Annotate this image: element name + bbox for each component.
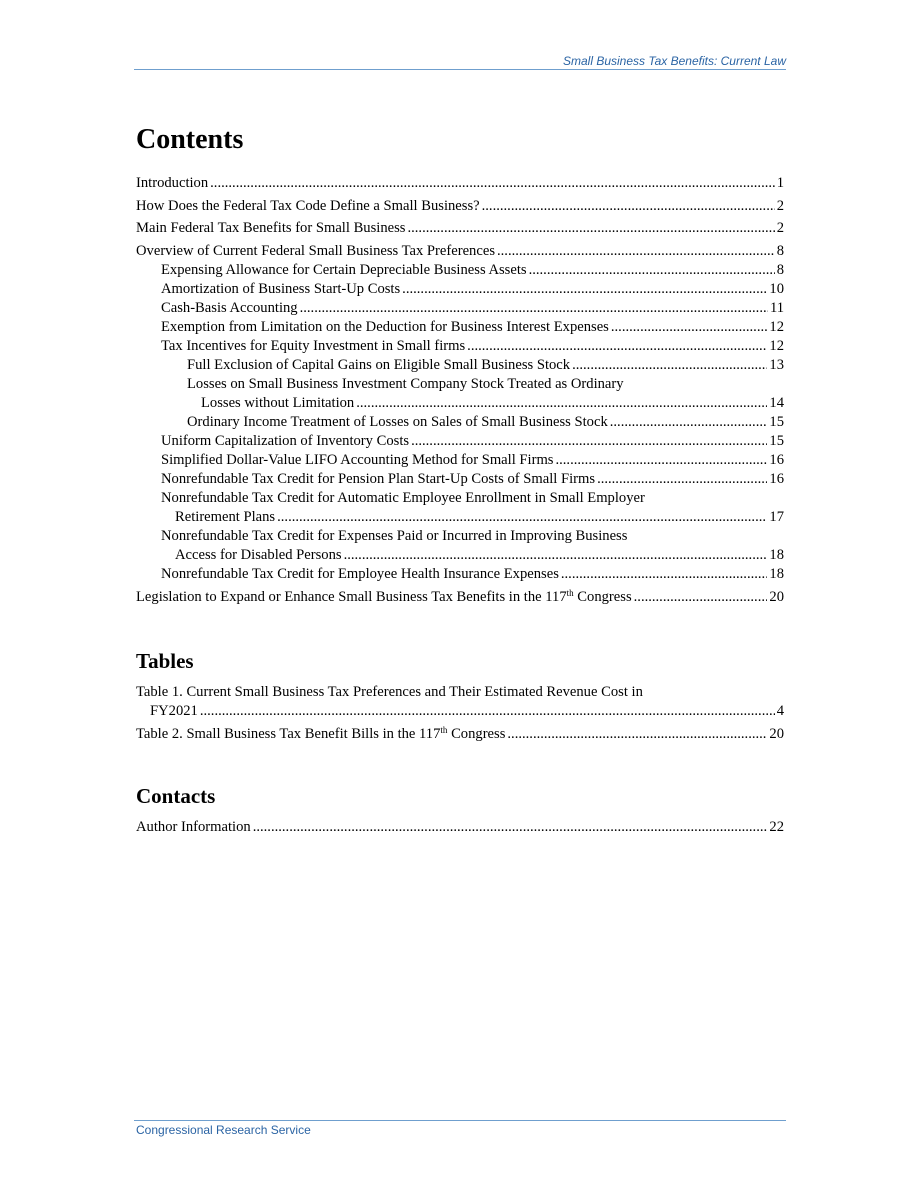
toc-entry[interactable]: How Does the Federal Tax Code Define a Small Business? ..... 2 xyxy=(136,197,784,216)
toc-entry[interactable]: Tax Incentives for Equity Investment in Small firms ..... 12 xyxy=(136,337,784,356)
toc-entry[interactable]: Expensing Allowance for Certain Depreciable Business Assets ..... 8 xyxy=(136,261,784,280)
contents-heading: Contents xyxy=(136,124,244,155)
page-number: 11 xyxy=(769,300,784,317)
page-number: 16 xyxy=(769,471,784,488)
page-number: 8 xyxy=(776,243,784,260)
toc-entry[interactable]: Author Information ..... 22 xyxy=(136,818,784,837)
page-number: 14 xyxy=(769,395,784,412)
tables-heading: Tables xyxy=(136,649,194,673)
page-number: 18 xyxy=(769,566,784,583)
toc-entry[interactable]: Amortization of Business Start-Up Costs ..... 10 xyxy=(136,280,784,299)
page-number: 13 xyxy=(769,357,784,374)
page-number: 20 xyxy=(769,725,784,742)
toc-entry[interactable]: Exemption from Limitation on the Deduction for Business Interest Expenses ..... 12 xyxy=(136,318,784,337)
contents-list xyxy=(136,174,784,607)
page-number: 12 xyxy=(769,319,784,336)
header-rule xyxy=(134,69,786,70)
page-number: 12 xyxy=(769,338,784,355)
page-number: 18 xyxy=(769,547,784,564)
page-number: 22 xyxy=(769,819,784,835)
page-number: 2 xyxy=(776,197,784,214)
page-number: 15 xyxy=(769,414,784,431)
page-number: 15 xyxy=(769,433,784,450)
toc-entry[interactable]: Cash-Basis Accounting ..... 11 xyxy=(136,299,784,318)
toc-entry[interactable]: Table 1. Current Small Business Tax Preferences and Their Estimated Revenue Cost in FY2021 ..... 4 xyxy=(136,683,784,721)
footer-rule xyxy=(134,1120,786,1121)
toc-entry[interactable]: Main Federal Tax Benefits for Small Business ..... 2 xyxy=(136,219,784,238)
page-number: 4 xyxy=(776,703,784,719)
toc-entry[interactable]: Nonrefundable Tax Credit for Pension Plan Start-Up Costs of Small Firms ..... 16 xyxy=(136,470,784,489)
page-number: 10 xyxy=(769,281,784,298)
page-number: 20 xyxy=(769,588,784,605)
running-title: Small Business Tax Benefits: Current Law xyxy=(563,54,786,68)
toc-entry[interactable]: Full Exclusion of Capital Gains on Eligible Small Business Stock ..... 13 xyxy=(136,356,784,375)
page-number: 2 xyxy=(776,220,784,237)
toc-entry[interactable]: Introduction ..... 1 xyxy=(136,174,784,193)
toc-entry[interactable]: Legislation to Expand or Enhance Small Business Tax Benefits in the 117th Congress ..... 20 xyxy=(136,588,784,607)
tables-list xyxy=(136,683,784,744)
toc-entry[interactable]: Uniform Capitalization of Inventory Costs ..... 15 xyxy=(136,432,784,451)
toc-entry[interactable]: Losses on Small Business Investment Company Stock Treated as Ordinary Losses without Limitation ..... 14 xyxy=(136,375,784,413)
toc-entry[interactable]: Table 2. Small Business Tax Benefit Bills in the 117th Congress ..... 20 xyxy=(136,725,784,744)
toc-entry[interactable]: Ordinary Income Treatment of Losses on Sales of Small Business Stock ..... 15 xyxy=(136,413,784,432)
page-number: 1 xyxy=(776,175,784,191)
toc-entry[interactable]: Simplified Dollar-Value LIFO Accounting Method for Small Firms ..... 16 xyxy=(136,451,784,470)
toc-entry[interactable]: Nonrefundable Tax Credit for Automatic Employee Enrollment in Small Employer Retirement Plans ..... 17 xyxy=(136,489,784,527)
toc-entry[interactable]: Nonrefundable Tax Credit for Employee Health Insurance Expenses ..... 18 xyxy=(136,565,784,584)
page-number: 16 xyxy=(769,452,784,469)
contacts-heading: Contacts xyxy=(136,784,216,808)
page-number: 17 xyxy=(769,509,784,526)
page-number: 8 xyxy=(776,262,784,279)
toc-entry[interactable]: Nonrefundable Tax Credit for Expenses Paid or Incurred in Improving Business Access for Disabled Persons ..... 18 xyxy=(136,527,784,565)
toc-entry[interactable]: Overview of Current Federal Small Business Tax Preferences ..... 8 xyxy=(136,242,784,261)
footer-organization: Congressional Research Service xyxy=(136,1123,311,1137)
contacts-list xyxy=(136,818,784,837)
